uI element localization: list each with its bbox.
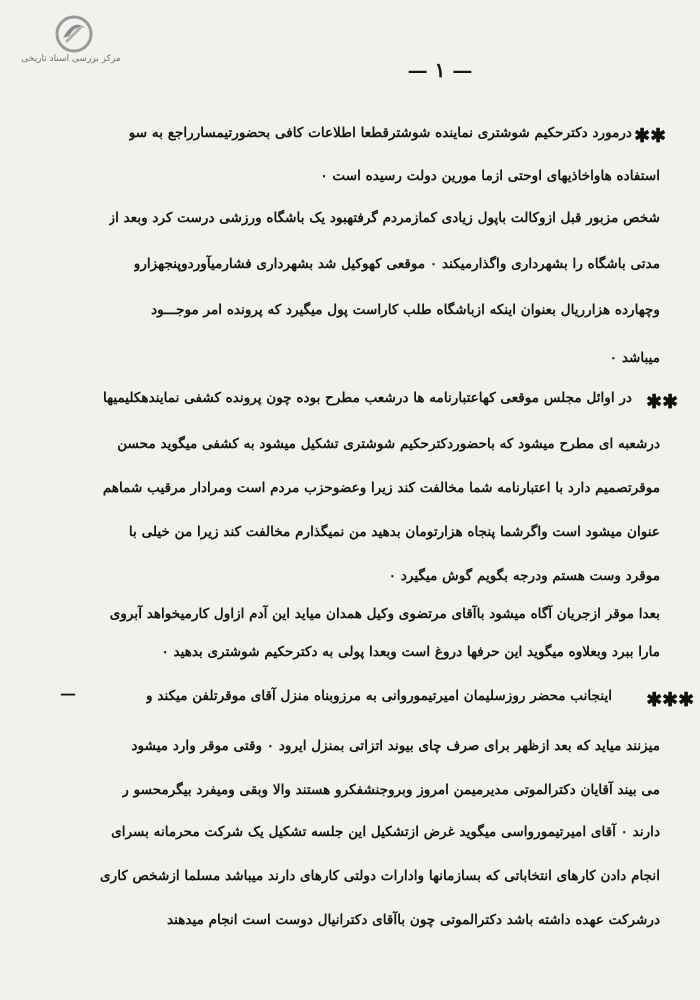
archive-logo (16, 14, 126, 68)
text-line: می بیند آقایان دکترالموتی مدیرمیمن امروز وبروجنشفکرو هستند والا وبقی ومیفرد بیگرمحسو ر (122, 782, 660, 798)
dash-mark: — (60, 684, 76, 703)
text-line: وچهارده هزارریال بعنوان اینکه ازباشگاه طلب کاراست پول میگیرد که پرونده امر موجـــود (151, 302, 660, 318)
text-line: موقرتصمیم دارد با اعتبارنامه شما مخالفت کند زیرا وعضوحزب مردم است ومرادار مرقیب شماهم (102, 480, 660, 496)
text-line: درشرکت عهده داشته باشد دکترالموتی چون باآقای دکترانیال دوست است انجام میدهند (166, 912, 660, 928)
text-line: دارند ۰ آقای امیرتیمورواسی میگوید غرض ازتشکیل این جلسه تشکیل یک شرکت محرمانه بسرای (111, 824, 660, 840)
text-line: موقرد وست هستم ودرجه بگویم گوش میگیرد ۰ (388, 568, 660, 584)
section-2-star-marker: ✱✱ (646, 391, 678, 413)
text-line: عنوان میشود است واگرشما پنجاه هزارتومان بدهید من نمیگذارم مخالفت کند زیرا من خیلی با (128, 524, 660, 540)
page-number: — ۱ — (407, 58, 473, 82)
text-line: درمورد دکترحکیم شوشتری نماینده شوشترقطعا اطلاعات کافی بحضورتیمسارراجع به سو (128, 125, 632, 141)
archive-logo-text: مرکز بررسی اسناد تاریخی (21, 54, 121, 64)
text-line: اینجانب محضر روزسلیمان امیرتیموروانی به مرزوبناه منزل آقای موقرتلفن میکند و (146, 688, 612, 704)
text-line: در اوائل مجلس موقعی کهاعتبارنامه ها درشعب مطرح بوده چون پرونده کشفی نمایندهکلیمیها (102, 390, 632, 406)
section-1-star-marker: ✱✱ (634, 125, 666, 147)
text-line: مدتی باشگاه را بشهرداری واگذارمیکند ۰ موقعی کهوکیل شد بشهرداری فشارمیآوردوپنجهزارو (133, 256, 660, 272)
text-line: انجام دادن کارهای انتخاباتی که بسازمانها وادارات دولتی کارهای دارند میباشد مسلما ازشخص کاری (99, 868, 660, 884)
section-4-star-marker: ✱✱✱ (646, 689, 694, 711)
text-line: شخص مزبور قبل ازوکالت باپول زیادی کمازمردم گرفتهبود یک باشگاه ورزشی درست کرد وبعد از (108, 210, 660, 226)
text-line: بعدا موقر ازجریان آگاه میشود باآقای مرتضوی وکیل همدان میاید این آدم ازاول کارمیخواهد آبروی (109, 606, 660, 622)
text-line: میباشد ۰ (609, 350, 660, 366)
text-line: مارا ببرد وبعلاوه میگوید این حرفها دروغ است وبعدا پولی به دکترحکیم شوشتری بدهید ۰ (161, 644, 660, 660)
text-line: درشعبه ای مطرح میشود که باحضوردکترحکیم شوشتری تشکیل میشود به کشفی میگوید محسن (117, 436, 660, 452)
text-line: استفاده هاواخاذیهای اوحتی ازما مورین دولت رسیده است ۰ (320, 168, 660, 184)
text-line: میزنند میاید که بعد ازظهر برای صرف چای بیوند اتزاتی بمنزل ایرود ۰ وقتی موقر وارد میشود (131, 738, 660, 754)
archive-emblem-icon (54, 14, 94, 54)
